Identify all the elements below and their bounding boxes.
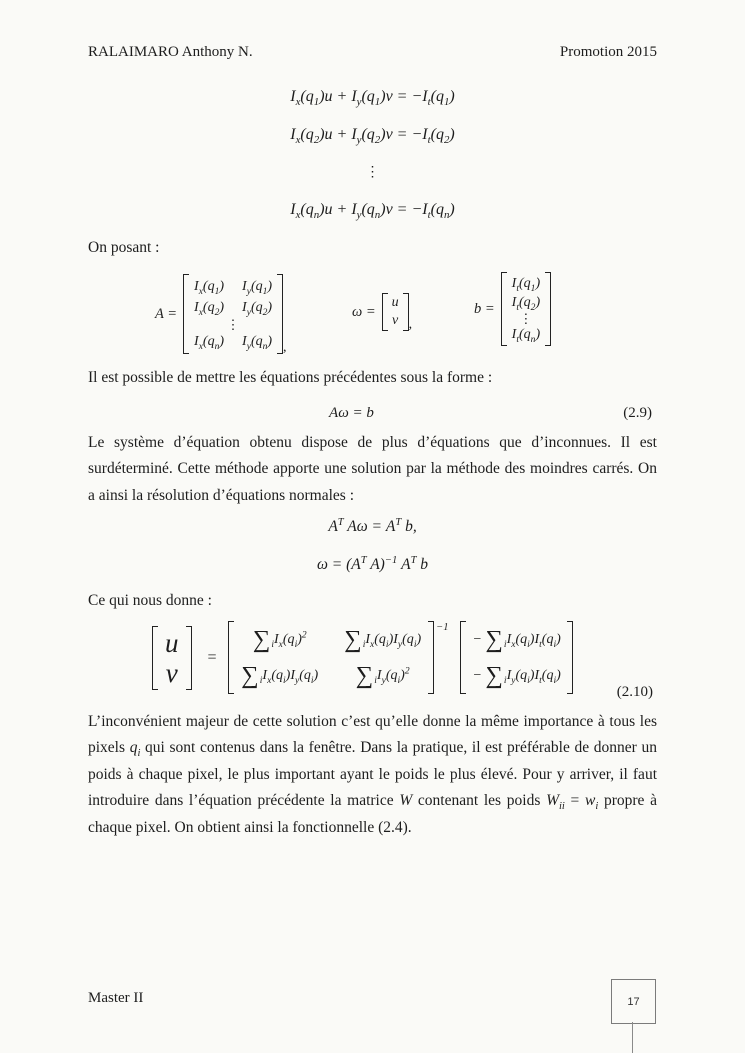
m1-bracket-right (428, 621, 434, 694)
b-label: b = (474, 300, 495, 317)
omega-cell-v: v (392, 313, 399, 328)
matrix-a-cell: $I_x(q_n)$ (194, 334, 225, 352)
b-cell: $I_t(q_n)$ (511, 327, 541, 345)
matrix-a-label: A = (155, 305, 178, 322)
uv-bracket-right (186, 626, 192, 690)
footer-master-text: Master II (88, 990, 144, 1006)
equation-2-9: Aω = b (329, 405, 374, 421)
matrix-a-cell: $I_y(q_1)$ (242, 279, 273, 297)
equation-2-10-number: (2.10) (616, 684, 653, 700)
matrix-a-cell: $I_x(q_1)$ (194, 279, 225, 297)
m1-cell: $\sum_iI_x(q_i)I_y(q_i)$ (344, 626, 422, 653)
matrix-a-body (189, 274, 277, 354)
matrix-a-comma: , (283, 340, 287, 355)
equation-normal-2: $\omega = (A^T$ A)$^{-1}$ $A^T$ b (316, 554, 429, 573)
equation-system-line-n: $I_x(q_n)u + I_y(q_n)v = -I_t(q_n)$ (290, 201, 455, 222)
m1-cell: $\sum_iI_x(q_i)^2$ (252, 626, 307, 653)
omega-body (388, 293, 403, 331)
equation-system-line-1: $I_x(q_1)u + I_y(q_1)v = -I_t(q_1)$ (290, 88, 455, 109)
omega-comma: , (408, 317, 413, 332)
uv-cell-v: v (165, 657, 178, 688)
b-cell: $I_t(q_1)$ (511, 276, 541, 294)
m1-cell: $\sum_iI_x(q_i)I_y(q_i)$ (241, 662, 319, 689)
page-number: 17 (627, 995, 640, 1008)
matrix-a-cell: $I_y(q_2)$ (242, 300, 273, 318)
m1-inverse-exponent: −1 (436, 622, 449, 633)
m2-bracket-right (567, 621, 573, 694)
matrix-a-vdots: ⋮ (226, 317, 240, 332)
uv-cell-u: u (165, 627, 179, 658)
matrix-a-definition (155, 274, 287, 354)
equation-2-9-number: (2.9) (623, 405, 652, 421)
b-body (507, 272, 545, 346)
b-vdots: ⋮ (519, 311, 533, 326)
omega-label: ω = (352, 303, 376, 320)
intro-forme-text: Il est possible de mettre les équations précédentes sous la forme : (88, 369, 493, 386)
m2-cell: − $\sum_iI_y(q_i)I_t(q_i)$ (472, 662, 561, 689)
equation-system-vdots: ⋮ (365, 165, 380, 180)
matrix-a-cell: $I_x(q_2)$ (194, 300, 225, 318)
rhs-vector-matrix (460, 621, 572, 694)
page-number-box (611, 979, 656, 1024)
omega-vector-definition (352, 293, 412, 331)
omega-cell-u: u (391, 295, 399, 310)
paragraph-weights: L’inconvénient majeur de cette solution c’est qu’elle donne la même importance à tous les pixels $q_i$ qui sont contenus dans la fenêtre. Dans la pratique, il est préférable de donner un poids à chaque pixel, le plus important ayant le poids le plus élevé. Pour y arriver, il faut introduire dans l’équation précédente la matrice W contenant les poids $W_{ii} = w_i$ propre à chaque pixel. On obtient ainsi la fonctionnelle (2.4). (88, 713, 658, 836)
equation-2-10 (152, 621, 573, 694)
b-vector-definition (474, 272, 551, 346)
b-bracket-right (545, 272, 551, 346)
structure-tensor-matrix (228, 621, 451, 694)
m2-cell: − $\sum_iI_x(q_i)I_t(q_i)$ (472, 626, 561, 653)
on-posant-text: On posant : (88, 239, 160, 256)
paragraph-overdetermined: Le système d’équation obtenu dispose de plus d’équations que d’inconnues. Il est surdéterminé. Cette méthode apporte une solution par la méthode des moindres carrés. On a ainsi la résolution d’équations normales : (88, 434, 657, 504)
uv-body (158, 626, 186, 690)
ce-qui-text: Ce qui nous donne : (88, 592, 212, 609)
m1-body (234, 621, 428, 694)
b-cell: $I_t(q_2)$ (511, 295, 541, 313)
equation-system-line-2: $I_x(q_2)u + I_y(q_2)v = -I_t(q_2)$ (290, 126, 455, 147)
equals-sign: = (206, 648, 218, 666)
header-promotion: Promotion 2015 (559, 44, 657, 60)
equation-normal-1: $A^T$ $A\omega = A^T$ b, (328, 516, 417, 535)
m2-body (466, 621, 566, 694)
m1-cell: $\sum_iI_y(q_i)^2$ (355, 662, 410, 689)
page-number-line (632, 1022, 633, 1053)
uv-vector (152, 626, 192, 690)
header-author: RALAIMARO Anthony N. (88, 44, 253, 60)
matrix-a-cell: $I_y(q_n)$ (242, 334, 273, 352)
